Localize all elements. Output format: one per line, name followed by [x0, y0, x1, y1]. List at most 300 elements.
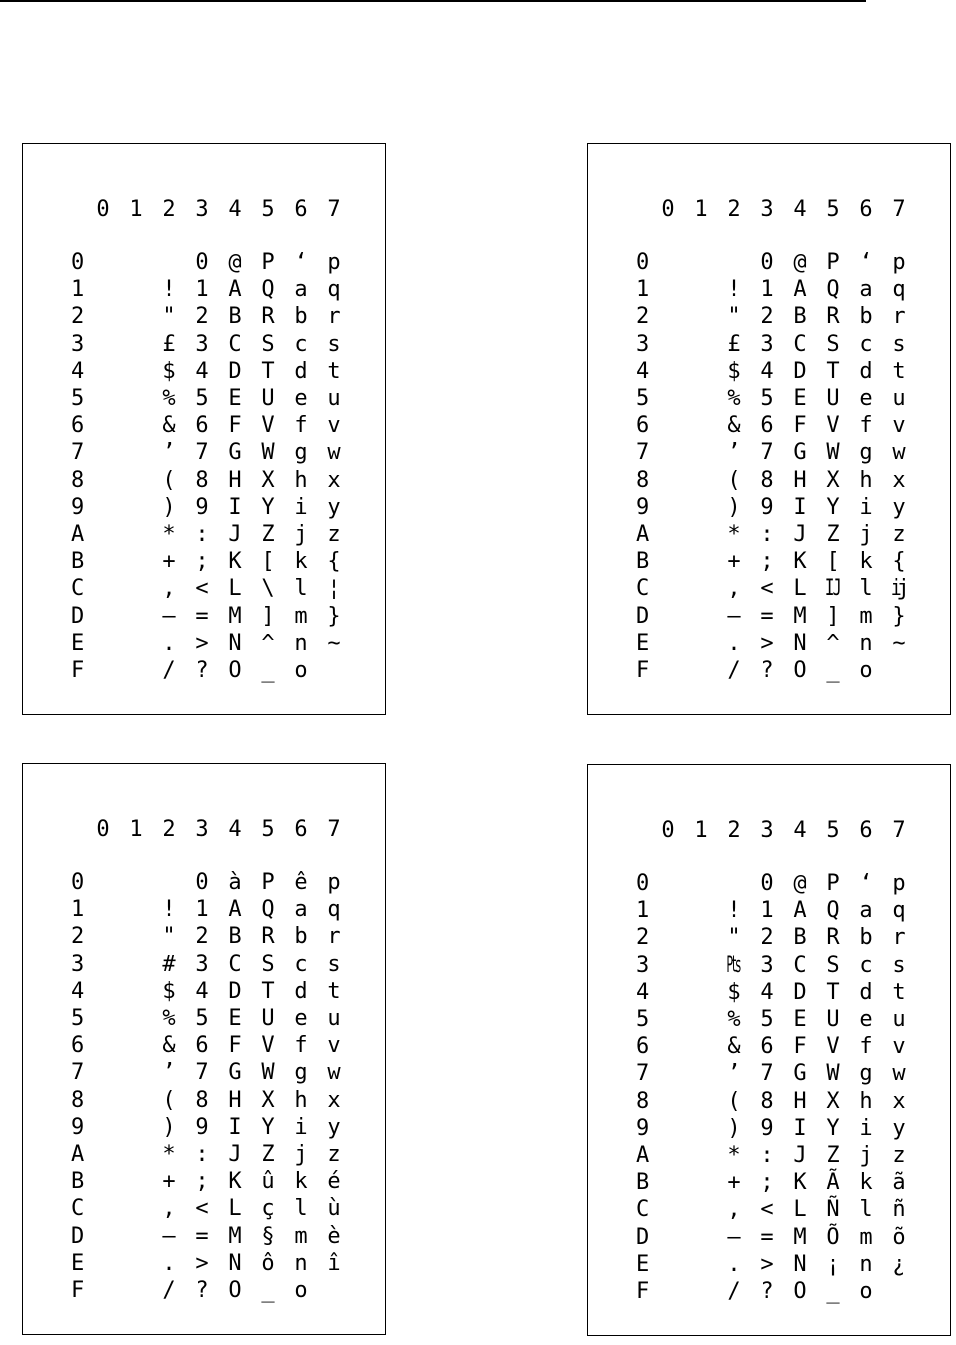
char-cell: ‘	[859, 250, 873, 275]
table-row	[23, 548, 363, 575]
char-cell: f	[294, 413, 308, 439]
char-cell: &	[162, 413, 176, 439]
char-cell: &	[727, 1034, 741, 1060]
row-label: E	[71, 1250, 85, 1276]
char-cell: #	[162, 951, 176, 977]
char-cell: é	[327, 1169, 341, 1195]
char-cell: D	[793, 979, 807, 1005]
char-cell: !	[162, 897, 176, 923]
char-cell: *	[727, 1143, 741, 1168]
char-cell: B	[228, 304, 242, 330]
char-cell: t	[327, 978, 341, 1004]
char-cell: z	[892, 1143, 906, 1168]
char-cell: M	[228, 1223, 242, 1249]
char-cell: 1	[195, 277, 209, 303]
row-label: F	[636, 1279, 650, 1304]
char-cell: —	[727, 1224, 741, 1250]
char-cell: x	[892, 467, 906, 493]
char-cell: R	[261, 304, 275, 330]
row-label: B	[71, 549, 85, 575]
char-cell: %	[162, 1006, 176, 1031]
table-row	[23, 1059, 363, 1086]
char-cell: ’	[162, 1060, 176, 1086]
char-cell: m	[294, 603, 308, 629]
char-cell: g	[859, 1061, 873, 1087]
char-cell: E	[793, 1007, 807, 1032]
char-cell: i	[294, 1114, 308, 1140]
char-cell: =	[760, 1224, 774, 1250]
row-label: 0	[71, 870, 85, 895]
char-cell: Y	[826, 1115, 840, 1141]
column-label: 2	[162, 817, 176, 842]
char-cell: w	[892, 440, 906, 466]
char-cell: !	[727, 277, 741, 303]
char-cell: R	[826, 925, 840, 951]
char-cell: C	[228, 331, 242, 357]
char-cell: ’	[162, 440, 176, 466]
char-cell: ;	[760, 1170, 774, 1196]
row-label: A	[71, 1142, 85, 1167]
row-label: A	[636, 522, 650, 547]
char-cell: N	[228, 630, 242, 656]
char-cell: x	[327, 467, 341, 493]
table-row	[23, 869, 363, 896]
char-cell: L	[793, 576, 807, 602]
char-cell: à	[228, 870, 242, 895]
char-cell: 4	[195, 358, 209, 384]
char-cell: F	[228, 1033, 242, 1059]
char-cell: .	[162, 630, 176, 656]
table-row	[23, 385, 363, 412]
char-cell: Q	[826, 898, 840, 924]
column-label: 0	[96, 817, 110, 842]
char-cell: e	[859, 1007, 873, 1032]
table-row	[23, 951, 363, 978]
char-cell: ;	[195, 549, 209, 575]
row-label: 7	[636, 440, 650, 466]
char-cell: 2	[195, 304, 209, 330]
row-label: 2	[71, 304, 85, 330]
char-cell: y	[892, 494, 906, 520]
table-row	[23, 494, 363, 521]
row-label: 7	[71, 440, 85, 466]
row-label: 5	[636, 1007, 650, 1032]
char-cell: o	[859, 1279, 873, 1304]
char-cell: U	[261, 386, 275, 411]
char-cell: 7	[195, 440, 209, 466]
char-cell: "	[162, 304, 176, 330]
char-cell: 0	[760, 871, 774, 896]
char-cell: r	[327, 304, 341, 330]
char-cell: e	[859, 386, 873, 411]
char-cell: ñ	[892, 1197, 906, 1223]
char-cell: %	[727, 1007, 741, 1032]
char-cell: ]	[261, 603, 275, 629]
char-cell: @	[793, 250, 807, 275]
char-cell: R	[261, 924, 275, 950]
char-cell: d	[294, 358, 308, 384]
char-cell: B	[228, 924, 242, 950]
char-cell: c	[859, 952, 873, 978]
table-row	[588, 249, 928, 276]
char-cell: P	[826, 250, 840, 275]
char-cell: ~	[892, 630, 906, 656]
char-cell: e	[294, 386, 308, 411]
column-label: 5	[826, 818, 840, 843]
char-cell: .	[727, 1251, 741, 1277]
row-label: D	[636, 603, 650, 629]
char-cell: ô	[261, 1250, 275, 1276]
char-cell: W	[261, 1060, 275, 1086]
char-cell: ,	[727, 576, 741, 602]
char-cell: O	[228, 1278, 242, 1303]
char-cell: )	[162, 1114, 176, 1140]
table-row	[588, 979, 928, 1006]
column-label: 0	[96, 197, 110, 222]
char-cell: ^	[261, 630, 275, 656]
table-row	[588, 1060, 928, 1087]
char-cell: P	[826, 871, 840, 896]
row-label: 6	[636, 413, 650, 439]
table-row	[23, 657, 363, 684]
char-cell: Ã	[826, 1170, 840, 1196]
column-label: 0	[661, 818, 675, 843]
char-cell: ^	[826, 630, 840, 656]
char-cell: 2	[760, 925, 774, 951]
char-cell: 4	[760, 979, 774, 1005]
char-cell: !	[162, 277, 176, 303]
column-label: 3	[195, 817, 209, 842]
table-row	[23, 1114, 363, 1141]
row-label: C	[71, 576, 85, 602]
char-cell: d	[294, 978, 308, 1004]
char-cell: a	[859, 277, 873, 303]
char-cell: Y	[261, 494, 275, 520]
row-label: D	[71, 603, 85, 629]
char-cell: @	[228, 250, 242, 275]
column-label: 3	[760, 197, 774, 222]
char-cell: ‘	[859, 871, 873, 896]
char-cell: w	[327, 1060, 341, 1086]
char-cell: k	[859, 549, 873, 575]
char-cell: f	[859, 413, 873, 439]
char-cell: C	[793, 331, 807, 357]
column-label: 4	[228, 817, 242, 842]
char-cell: !	[727, 898, 741, 924]
row-label: F	[71, 1278, 85, 1303]
char-cell: <	[760, 576, 774, 602]
char-cell: a	[294, 897, 308, 923]
char-cell: I	[228, 494, 242, 520]
column-label: 6	[859, 818, 873, 843]
table-row	[23, 1005, 363, 1032]
row-label: 8	[71, 1087, 85, 1113]
row-label: 7	[636, 1061, 650, 1087]
char-cell: —	[162, 1223, 176, 1249]
table-row	[23, 467, 363, 494]
table-row	[23, 1032, 363, 1059]
char-cell: M	[793, 603, 807, 629]
char-cell: 0	[195, 250, 209, 275]
column-label: 5	[261, 817, 275, 842]
char-cell: <	[195, 1196, 209, 1222]
char-cell: l	[859, 576, 873, 602]
char-cell: (	[727, 467, 741, 493]
char-cell: V	[261, 413, 275, 439]
char-cell: +	[162, 549, 176, 575]
column-label: 1	[694, 197, 708, 222]
char-cell: ]	[826, 603, 840, 629]
char-cell: +	[727, 1170, 741, 1196]
char-cell: /	[727, 1279, 741, 1304]
char-cell: A	[228, 277, 242, 303]
char-cell: /	[727, 658, 741, 683]
char-cell: $	[727, 979, 741, 1005]
char-cell: ê	[294, 870, 308, 895]
char-cell: T	[826, 358, 840, 384]
row-label: D	[636, 1224, 650, 1250]
table-row	[588, 385, 928, 412]
row-label: 6	[71, 413, 85, 439]
char-cell: O	[793, 1279, 807, 1304]
char-cell: :	[195, 1142, 209, 1167]
char-cell: \	[261, 576, 275, 602]
char-cell: Y	[261, 1114, 275, 1140]
column-label: 6	[859, 197, 873, 222]
char-cell: $	[727, 358, 741, 384]
char-cell: z	[327, 1142, 341, 1167]
row-label: 8	[636, 467, 650, 493]
char-cell: =	[760, 603, 774, 629]
column-label: 7	[327, 197, 341, 222]
char-cell: K	[228, 549, 242, 575]
table-row	[588, 924, 928, 951]
table-row	[588, 439, 928, 466]
char-cell: 4	[195, 978, 209, 1004]
row-label: 7	[71, 1060, 85, 1086]
table-row	[23, 603, 363, 630]
char-cell: 0	[195, 870, 209, 895]
table-row	[23, 1087, 363, 1114]
char-cell: n	[294, 1250, 308, 1276]
char-cell: —	[727, 603, 741, 629]
char-cell: >	[195, 630, 209, 656]
table-row	[23, 923, 363, 950]
char-cell: ;	[195, 1169, 209, 1195]
char-cell: ,	[162, 1196, 176, 1222]
char-cell: o	[294, 658, 308, 683]
char-cell: 1	[760, 898, 774, 924]
char-cell: "	[727, 304, 741, 330]
char-cell: l	[294, 1196, 308, 1222]
row-label: 3	[636, 952, 650, 978]
table-row	[23, 521, 363, 548]
char-cell: c	[859, 331, 873, 357]
char-cell: u	[892, 1007, 906, 1032]
char-cell: v	[327, 413, 341, 439]
row-label: 2	[636, 925, 650, 951]
char-cell: C	[228, 951, 242, 977]
char-cell: b	[294, 304, 308, 330]
char-cell: q	[892, 277, 906, 303]
char-cell: b	[859, 304, 873, 330]
char-cell: w	[327, 440, 341, 466]
table-row	[588, 575, 928, 602]
char-cell: r	[892, 925, 906, 951]
char-cell: u	[892, 386, 906, 411]
char-cell: l	[294, 576, 308, 602]
char-cell: ç	[261, 1196, 275, 1222]
char-cell: r	[327, 924, 341, 950]
table-row	[23, 1250, 363, 1277]
char-cell: U	[826, 386, 840, 411]
char-cell: 9	[760, 494, 774, 520]
row-label: A	[71, 522, 85, 547]
char-cell: >	[195, 1250, 209, 1276]
char-cell: U	[261, 1006, 275, 1031]
char-cell: d	[859, 979, 873, 1005]
char-cell: q	[327, 897, 341, 923]
column-label: 7	[892, 818, 906, 843]
row-label: 3	[71, 331, 85, 357]
char-cell: Q	[261, 897, 275, 923]
char-cell: £	[727, 331, 741, 357]
table-row	[588, 630, 928, 657]
table-row	[588, 870, 928, 897]
char-cell: O	[228, 658, 242, 683]
char-cell: &	[162, 1033, 176, 1059]
char-cell: g	[294, 1060, 308, 1086]
char-cell: K	[793, 549, 807, 575]
char-cell: C	[793, 952, 807, 978]
char-cell: S	[826, 952, 840, 978]
char-cell: :	[760, 522, 774, 547]
table-row	[588, 331, 928, 358]
column-label: 7	[327, 817, 341, 842]
char-cell: v	[892, 413, 906, 439]
char-cell: k	[294, 549, 308, 575]
char-cell: t	[892, 358, 906, 384]
row-label: 0	[71, 250, 85, 275]
char-cell: 6	[195, 1033, 209, 1059]
char-cell: 8	[195, 467, 209, 493]
char-cell: ‘	[294, 250, 308, 275]
char-cell: s	[892, 331, 906, 357]
char-cell: B	[793, 304, 807, 330]
char-cell: %	[727, 386, 741, 411]
char-cell: E	[228, 1006, 242, 1031]
char-cell: y	[327, 494, 341, 520]
row-label: 9	[636, 494, 650, 520]
char-cell: i	[859, 1115, 873, 1141]
row-label: 6	[71, 1033, 85, 1059]
char-cell: .	[727, 630, 741, 656]
table-row	[23, 1195, 363, 1222]
char-cell: Z	[261, 1142, 275, 1167]
row-label: 4	[71, 978, 85, 1004]
char-cell: w	[892, 1061, 906, 1087]
char-cell: I	[793, 1115, 807, 1141]
char-cell: X	[261, 1087, 275, 1113]
char-cell: <	[760, 1197, 774, 1223]
char-cell: t	[327, 358, 341, 384]
table-row	[23, 358, 363, 385]
char-cell: F	[793, 1034, 807, 1060]
char-cell: k	[294, 1169, 308, 1195]
row-label: 1	[71, 897, 85, 923]
char-cell: ,	[162, 576, 176, 602]
char-cell: z	[327, 522, 341, 547]
column-label: 5	[826, 197, 840, 222]
row-label: 4	[636, 979, 650, 1005]
char-cell: N	[793, 630, 807, 656]
char-cell: c	[294, 951, 308, 977]
char-cell: i	[294, 494, 308, 520]
table-row	[23, 630, 363, 657]
row-label: 4	[71, 358, 85, 384]
char-cell: Y	[826, 494, 840, 520]
table-row	[23, 303, 363, 330]
char-cell: [	[826, 549, 840, 575]
char-cell: X	[826, 1088, 840, 1114]
char-cell: P	[261, 870, 275, 895]
char-cell: h	[294, 1087, 308, 1113]
char-cell: K	[793, 1170, 807, 1196]
row-label: 1	[636, 277, 650, 303]
row-label: 3	[636, 331, 650, 357]
char-cell: u	[327, 386, 341, 411]
char-cell: _	[261, 658, 275, 683]
char-cell: q	[892, 898, 906, 924]
char-cell: q	[327, 277, 341, 303]
char-cell: y	[892, 1115, 906, 1141]
table-row	[23, 276, 363, 303]
char-cell: *	[162, 522, 176, 547]
char-cell: J	[228, 522, 242, 547]
char-cell: (	[162, 467, 176, 493]
char-cell: a	[294, 277, 308, 303]
table-row	[23, 978, 363, 1005]
char-cell: b	[859, 925, 873, 951]
char-cell: >	[760, 630, 774, 656]
char-cell: _	[261, 1278, 275, 1303]
char-cell: +	[162, 1169, 176, 1195]
column-label: 4	[793, 818, 807, 843]
char-cell: 5	[760, 1007, 774, 1032]
char-cell: V	[826, 413, 840, 439]
char-cell: T	[261, 978, 275, 1004]
char-cell: h	[294, 467, 308, 493]
char-cell: Z	[826, 1143, 840, 1168]
char-cell: y	[327, 1114, 341, 1140]
char-cell: A	[793, 898, 807, 924]
char-cell: £	[162, 331, 176, 357]
char-cell: "	[162, 924, 176, 950]
table-row	[588, 1142, 928, 1169]
char-cell: }	[327, 603, 341, 629]
row-label: B	[636, 549, 650, 575]
table-row	[588, 1115, 928, 1142]
table-row	[588, 1033, 928, 1060]
charset-table-1	[22, 143, 386, 715]
char-cell: s	[327, 331, 341, 357]
column-label: 4	[793, 197, 807, 222]
char-cell: g	[859, 440, 873, 466]
char-cell: 1	[760, 277, 774, 303]
row-label: 3	[71, 951, 85, 977]
char-cell: 6	[195, 413, 209, 439]
char-cell: G	[228, 440, 242, 466]
